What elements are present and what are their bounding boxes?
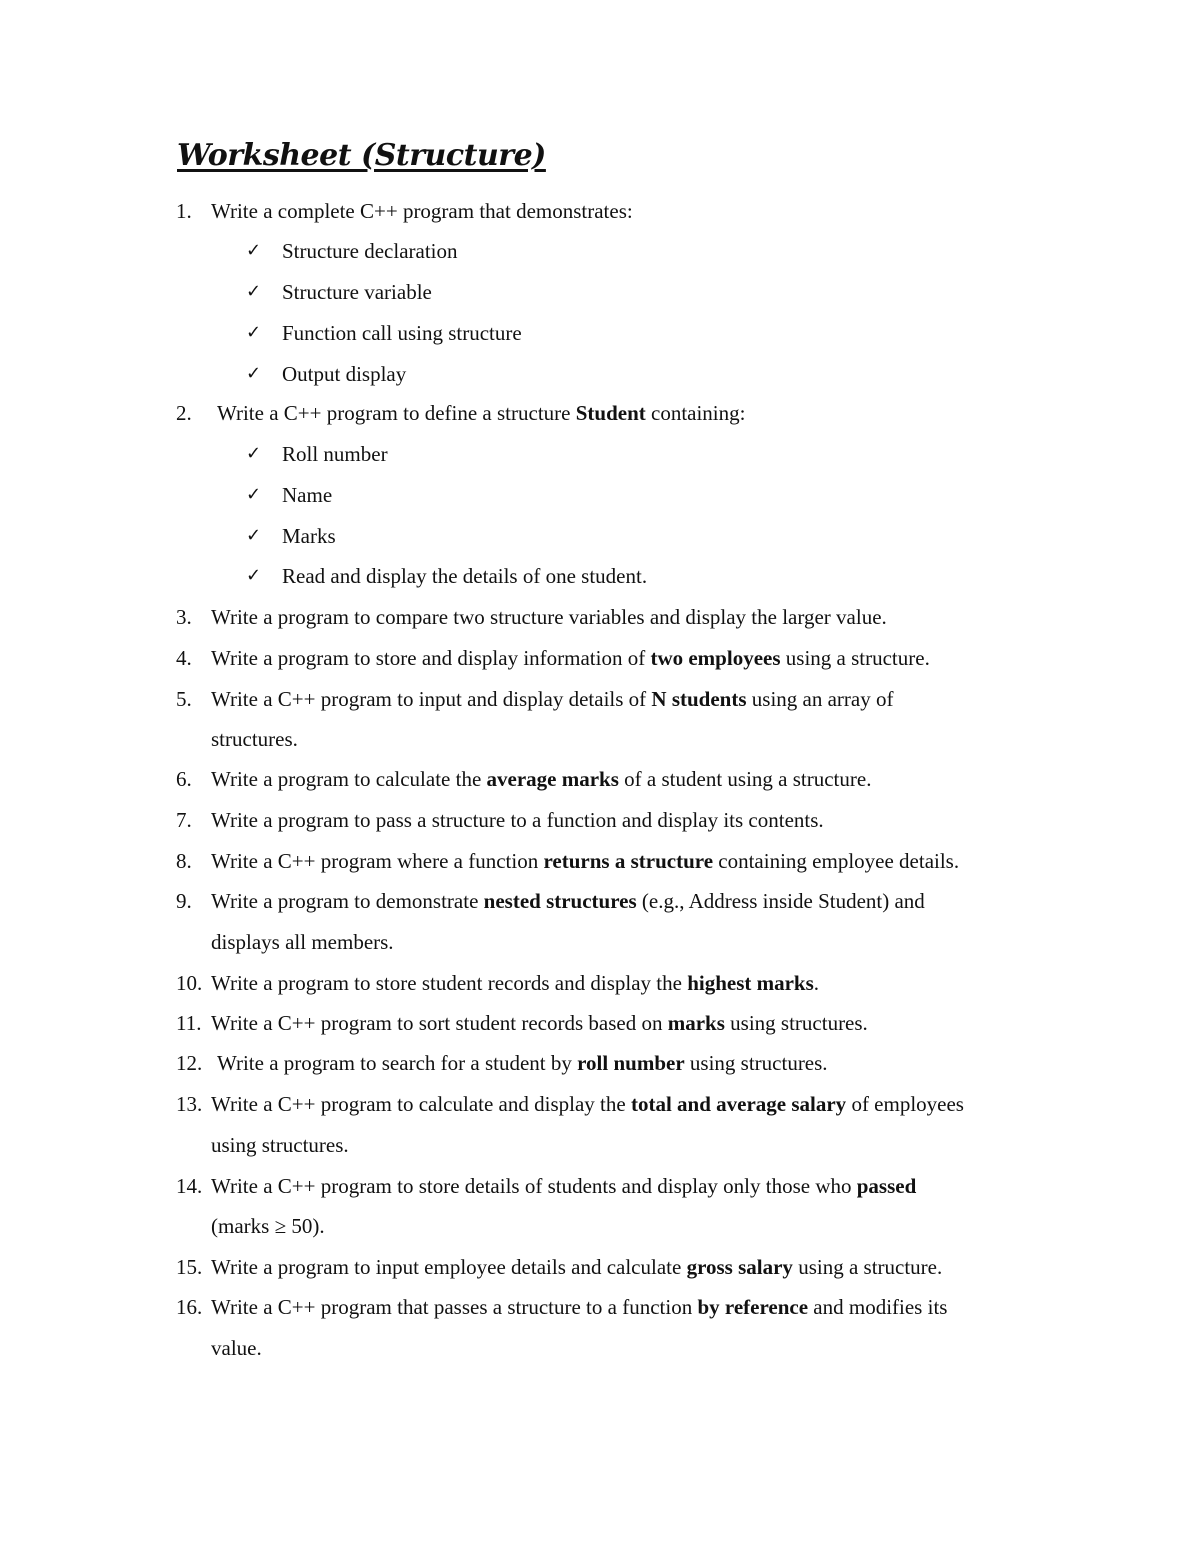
question-number: 9.	[176, 889, 192, 913]
bold-term: gross salary	[686, 1255, 793, 1279]
question-number: 11.	[176, 1011, 202, 1035]
question-text: Write a C++ program to calculate and display the total and average salary of employees	[211, 1092, 964, 1116]
bold-term: highest marks	[687, 971, 814, 995]
bold-term: nested structures	[483, 889, 637, 913]
question-text: Write a program to compare two structure variables and display the larger value.	[211, 605, 887, 629]
question-number: 8.	[176, 849, 192, 873]
question-number: 14.	[176, 1174, 203, 1198]
bold-term: marks	[667, 1011, 725, 1035]
bold-term: two employees	[650, 646, 781, 670]
check-item-text: Read and display the details of one student.	[282, 564, 648, 588]
question-text: Write a program to input employee details and calculate gross salary using a structure.	[211, 1255, 943, 1279]
bold-term: total and average salary	[630, 1092, 847, 1116]
bold-term: returns a structure	[543, 849, 714, 873]
question-number: 2.	[176, 401, 192, 425]
question-number: 12.	[176, 1051, 203, 1075]
page-title: Worksheet (Structure)	[177, 138, 546, 173]
question-text: Write a program to calculate the average marks of a student using a structure.	[211, 767, 872, 791]
checkmark-icon: ✓	[246, 443, 262, 464]
question-text: Write a C++ program that passes a structure to a function by reference and modifies its	[211, 1295, 948, 1319]
worksheet-page: Worksheet (Structure) 1. Write a complete C++ program that demonstrates: ✓ Structure declaration ✓ Structure variable ✓ Function call using structure ✓ Output display 2. Write a C++ program to define a structure Student containing: ✓ Roll number ✓ Name ✓ Marks ✓ Read and display the details of one student. 3. Write a program to compare two structure variables and display the larger value. 4. Write a program to store and display information of two employees using a structure. 5. Write a C++ program to input and display details of N students using an array of structures. 6. Write a program to calculate the average marks of a student using a structure. 7. Write a program to pass a structure to a function and display its contents. 8. Write a C++ program where a function returns a structure containing employee details. 9. Write a program to demonstrate nested structures (e.g., Address inside Student) and displays all members. 10. Write a program to store student records and display the highest marks. 11. Write a C++ program to sort student records based on marks using structures. 12. Write a program to search for a student by roll number using structures. 13. Write a C++ program to calculate and display the total and average salary of employees using structures. 14. Write a C++ program to store details of students and display only those who passed (marks ≥ 50). 15. Write a program to input employee details and calculate gross salary using a structure. 16. Write a C++ program that passes a structure to a function by reference and modifies its value.	[176, 138, 964, 1360]
question-number: 16.	[176, 1295, 203, 1319]
check-item-text: Roll number	[282, 442, 388, 466]
question-text: Write a program to demonstrate nested structures (e.g., Address inside Student) and	[211, 889, 925, 913]
question-number: 7.	[176, 808, 192, 832]
question-text: Write a program to search for a student by roll number using structures.	[217, 1051, 828, 1075]
check-item-text: Output display	[282, 362, 407, 386]
question-text: Write a C++ program to store details of students and display only those who passed	[211, 1174, 917, 1198]
check-item-text: Name	[282, 483, 333, 507]
checkmark-icon: ✓	[246, 363, 262, 384]
checkmark-icon: ✓	[246, 565, 262, 586]
question-number: 1.	[176, 199, 192, 223]
question-text: Write a complete C++ program that demonstrates:	[211, 199, 633, 223]
bold-term: Student	[575, 401, 646, 425]
question-text: Write a program to store student records and display the highest marks.	[211, 971, 820, 995]
question-number: 5.	[176, 687, 192, 711]
question-text: Write a C++ program where a function returns a structure containing employee details.	[211, 849, 960, 873]
check-item-text: Structure declaration	[282, 239, 458, 263]
bold-term: by reference	[697, 1295, 809, 1319]
bold-term: N students	[651, 687, 747, 711]
question-number: 6.	[176, 767, 192, 791]
question-text: Write a program to pass a structure to a function and display its contents.	[211, 808, 824, 832]
bold-term: roll number	[577, 1051, 685, 1075]
question-number: 3.	[176, 605, 192, 629]
check-item-text: Structure variable	[282, 280, 432, 304]
check-item-text: Function call using structure	[282, 321, 522, 345]
bold-term: passed	[856, 1174, 917, 1198]
question-text: Write a C++ program to input and display details of N students using an array of	[211, 687, 894, 711]
checkmark-icon: ✓	[246, 484, 262, 505]
question-number: 10.	[176, 971, 203, 995]
question-number: 13.	[176, 1092, 203, 1116]
checkmark-icon: ✓	[246, 281, 262, 302]
checkmark-icon: ✓	[246, 525, 262, 546]
checkmark-icon: ✓	[246, 322, 262, 343]
question-number: 15.	[176, 1255, 203, 1279]
question-text: Write a C++ program to define a structure Student containing:	[217, 401, 746, 425]
bold-term: average marks	[486, 767, 619, 791]
question-text: Write a C++ program to sort student records based on marks using structures.	[211, 1011, 868, 1035]
checkmark-icon: ✓	[246, 240, 262, 261]
question-text: Write a program to store and display information of two employees using a structure.	[211, 646, 930, 670]
check-item-text: Marks	[282, 524, 336, 548]
question-number: 4.	[176, 646, 192, 670]
